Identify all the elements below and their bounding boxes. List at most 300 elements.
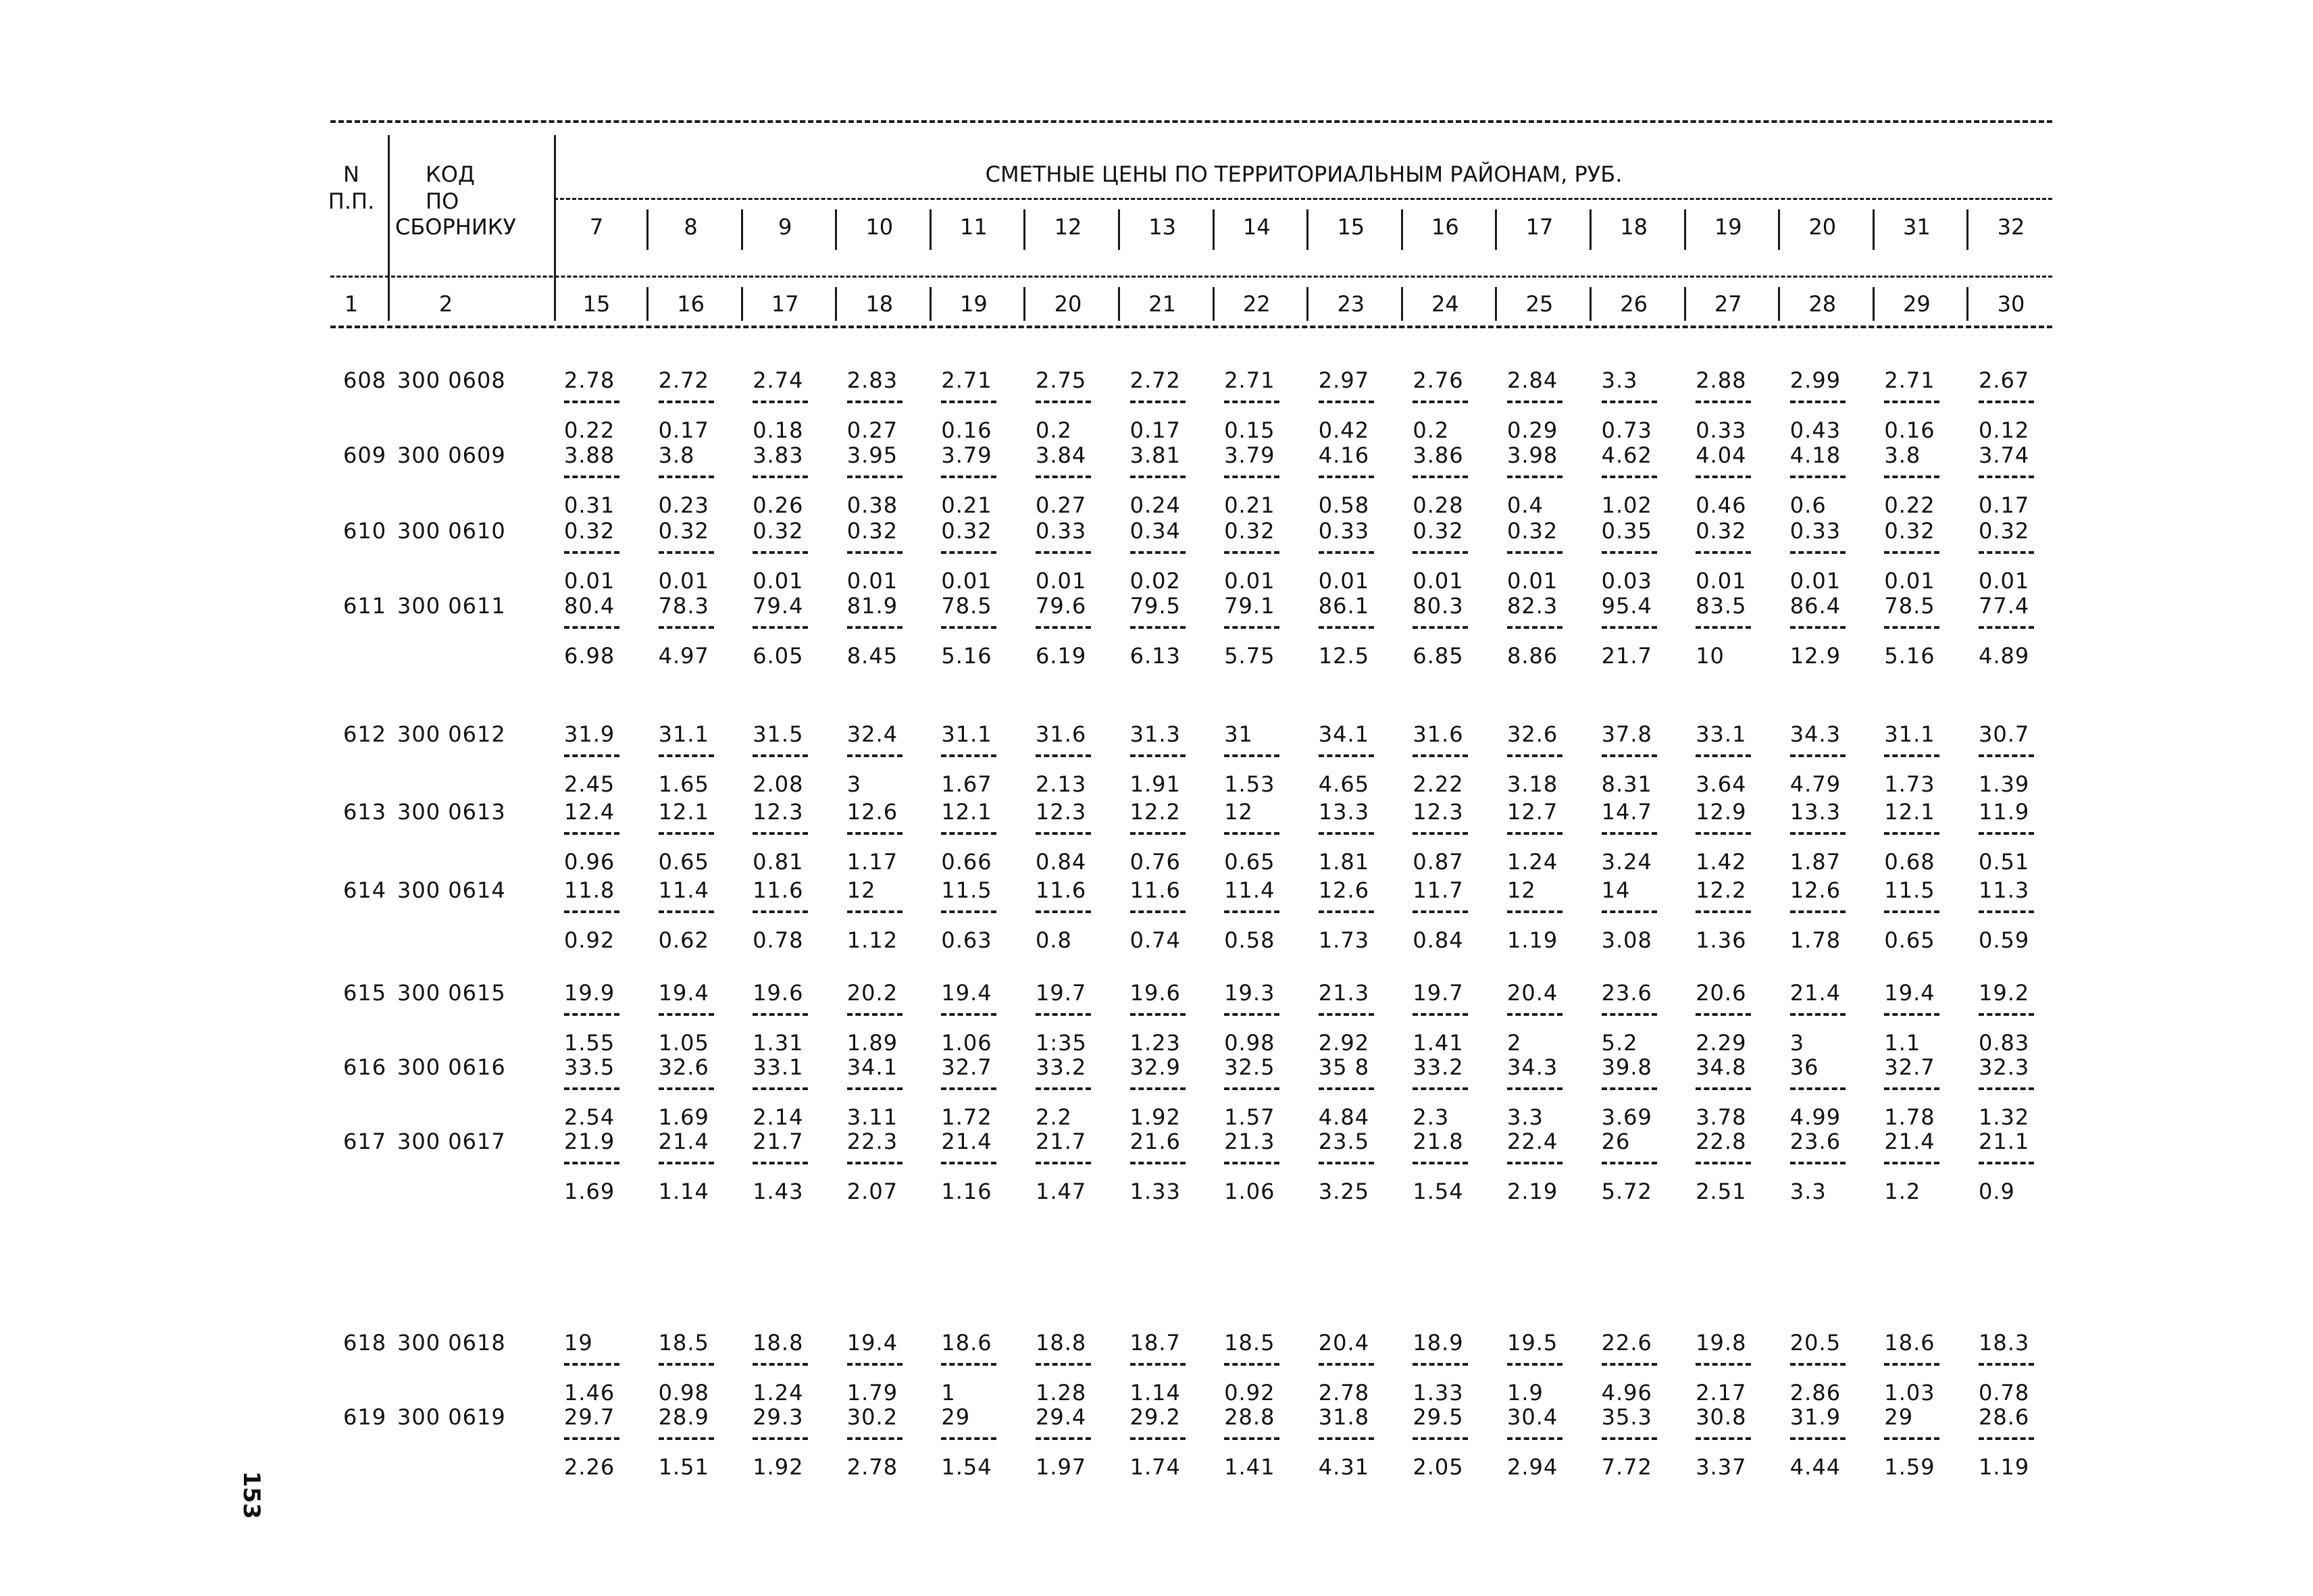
district-label: 15 — [1337, 214, 1365, 240]
price-value: 33.2 — [1413, 1054, 1464, 1080]
fraction-bar — [1224, 1013, 1279, 1016]
price-value: 19.3 — [1224, 980, 1275, 1006]
price-value: 18.9 — [1413, 1330, 1464, 1356]
price-value: 19.7 — [1413, 980, 1464, 1006]
fraction-bar — [1036, 910, 1091, 913]
price-value: 3.88 — [564, 442, 615, 468]
price-value: 31.6 — [1413, 721, 1464, 747]
wage-value: 1.81 — [1318, 849, 1370, 875]
price-value: 19.4 — [658, 980, 709, 1006]
column-divider — [741, 209, 743, 250]
price-value: 78.3 — [658, 593, 709, 619]
wage-value: 3 — [1789, 1030, 1805, 1056]
wage-value: 0.73 — [1601, 417, 1652, 443]
price-value: 19.6 — [1129, 980, 1181, 1006]
price-value: 32.9 — [1129, 1054, 1181, 1080]
fraction-bar — [1696, 832, 1751, 835]
price-value: 78.5 — [941, 593, 992, 619]
price-value: 3.95 — [846, 442, 898, 468]
col-n-label: N — [343, 161, 359, 187]
wage-value: 4.44 — [1789, 1454, 1841, 1480]
fraction-bar — [564, 551, 619, 554]
colnum-2: 2 — [438, 291, 453, 317]
fraction-bar — [1979, 1162, 2034, 1164]
fraction-bar — [1319, 832, 1374, 835]
price-value: 12 — [846, 877, 876, 903]
price-value: 30.7 — [1979, 721, 2030, 747]
wage-value: 0.18 — [753, 417, 804, 443]
wage-value: 1.28 — [1036, 1380, 1087, 1406]
price-value: 4.18 — [1789, 442, 1841, 468]
price-value: 32.7 — [1884, 1054, 1935, 1080]
fraction-bar — [941, 551, 996, 554]
colnum-label: 25 — [1525, 291, 1554, 317]
price-value: 11.3 — [1979, 877, 2030, 903]
price-value: 12.1 — [1884, 799, 1935, 825]
price-value: 21.4 — [941, 1129, 992, 1154]
price-value: 4.62 — [1601, 442, 1652, 468]
wage-value: 1.74 — [1129, 1454, 1181, 1480]
price-value: 4.04 — [1696, 442, 1747, 468]
fraction-bar — [753, 1013, 808, 1016]
price-value: 12 — [1507, 877, 1536, 903]
price-value: 19.4 — [846, 1330, 898, 1356]
wage-value: 3.64 — [1696, 771, 1747, 797]
column-divider — [1778, 287, 1780, 321]
wage-value: 3.69 — [1601, 1104, 1652, 1130]
column-divider — [1590, 287, 1592, 321]
fraction-bar — [1790, 1162, 1846, 1164]
fraction-bar — [1319, 401, 1374, 403]
wage-value: 0.21 — [1224, 492, 1275, 518]
fraction-bar — [1224, 1437, 1279, 1440]
fraction-bar — [1130, 1437, 1186, 1440]
price-value: 32.7 — [941, 1054, 992, 1080]
price-value: 32.6 — [658, 1054, 709, 1080]
price-value: 12.6 — [846, 799, 898, 825]
wage-value: 6.05 — [753, 643, 804, 669]
fraction-bar — [1884, 551, 1939, 554]
wage-value: 0.23 — [658, 492, 709, 518]
colnum-rule — [330, 276, 2052, 278]
wage-value: 0.31 — [564, 492, 615, 518]
wage-value: 1.72 — [941, 1104, 992, 1130]
price-value: 14 — [1601, 877, 1631, 903]
price-value: 34.1 — [846, 1054, 898, 1080]
row-number: 613 — [343, 799, 387, 825]
column-divider — [1213, 209, 1215, 250]
district-label: 32 — [1997, 214, 2025, 240]
fraction-bar — [1319, 754, 1374, 757]
fraction-bar — [1036, 401, 1091, 403]
fraction-bar — [753, 1087, 808, 1090]
wage-value: 21.7 — [1601, 643, 1652, 669]
row-code: 300 0619 — [397, 1404, 506, 1430]
price-value: 21.3 — [1224, 1129, 1275, 1154]
column-divider — [1118, 209, 1120, 250]
fraction-bar — [1036, 1162, 1091, 1164]
fraction-bar — [847, 401, 903, 403]
wage-value: 0.87 — [1413, 849, 1464, 875]
fraction-bar — [659, 626, 714, 629]
price-value: 21.9 — [564, 1129, 615, 1154]
fraction-bar — [1130, 1087, 1186, 1090]
fraction-bar — [1884, 1162, 1939, 1164]
fraction-bar — [1130, 754, 1186, 757]
wage-value: 4.99 — [1789, 1104, 1841, 1130]
wage-value: 1.9 — [1507, 1380, 1544, 1406]
price-value: 3.8 — [658, 442, 695, 468]
wage-value: 0.62 — [658, 927, 709, 953]
fraction-bar — [1507, 754, 1562, 757]
price-value: 18.3 — [1979, 1330, 2030, 1356]
fraction-bar — [1790, 551, 1846, 554]
wage-value: 5.72 — [1601, 1179, 1652, 1204]
wage-value: 1.51 — [658, 1454, 709, 1480]
price-value: 31.1 — [941, 721, 992, 747]
price-value: 80.4 — [564, 593, 615, 619]
price-value: 20.4 — [1318, 1330, 1370, 1356]
wage-value: 0.01 — [1224, 568, 1275, 594]
price-value: 3.98 — [1507, 442, 1558, 468]
wage-value: 0.74 — [1129, 927, 1181, 953]
fraction-bar — [1790, 401, 1846, 403]
fraction-bar — [1224, 910, 1279, 913]
fraction-bar — [753, 754, 808, 757]
price-value: 33.1 — [753, 1054, 804, 1080]
fraction-bar — [1696, 754, 1751, 757]
wage-value: 1.39 — [1979, 771, 2030, 797]
wage-value: 4.89 — [1979, 643, 2030, 669]
fraction-bar — [847, 1013, 903, 1016]
price-value: 11.9 — [1979, 799, 2030, 825]
col-kod-label: КОД — [426, 161, 475, 187]
price-value: 0.32 — [564, 518, 615, 544]
column-divider — [1873, 287, 1875, 321]
price-value: 22.8 — [1696, 1129, 1747, 1154]
price-value: 2.74 — [753, 367, 804, 393]
row-number: 608 — [343, 367, 387, 393]
fraction-bar — [564, 401, 619, 403]
price-value: 12.1 — [658, 799, 709, 825]
col-sborniku-label: СБОРНИКУ — [395, 214, 516, 240]
fraction-bar — [1036, 475, 1091, 478]
wage-value: 0.43 — [1789, 417, 1841, 443]
price-value: 86.4 — [1789, 593, 1841, 619]
price-value: 21.7 — [753, 1129, 804, 1154]
fraction-bar — [1696, 551, 1751, 554]
wage-value: 2.51 — [1696, 1179, 1747, 1204]
wage-value: 0.2 — [1413, 417, 1450, 443]
wage-value: 1.65 — [658, 771, 709, 797]
price-value: 31.8 — [1318, 1404, 1370, 1430]
wage-value: 1.41 — [1413, 1030, 1464, 1056]
wage-value: 0.92 — [1224, 1380, 1275, 1406]
price-value: 21.4 — [1884, 1129, 1935, 1154]
wage-value: 0.92 — [564, 927, 615, 953]
wage-value: 0.01 — [1696, 568, 1747, 594]
wage-value: 1.24 — [1507, 849, 1558, 875]
price-value: 29.5 — [1413, 1404, 1464, 1430]
price-value: 37.8 — [1601, 721, 1652, 747]
colnum-label: 20 — [1054, 291, 1082, 317]
fraction-bar — [847, 551, 903, 554]
wage-value: 1.87 — [1789, 849, 1841, 875]
price-value: 2.78 — [564, 367, 615, 393]
wage-value: 2.54 — [564, 1104, 615, 1130]
wage-value: 2.22 — [1413, 771, 1464, 797]
fraction-bar — [753, 1437, 808, 1440]
price-value: 33.5 — [564, 1054, 615, 1080]
wage-value: 10 — [1696, 643, 1725, 669]
wage-value: 0.38 — [846, 492, 898, 518]
price-value: 19.4 — [1884, 980, 1935, 1006]
district-label: 11 — [960, 214, 988, 240]
price-value: 4.16 — [1318, 442, 1370, 468]
price-value: 19 — [564, 1330, 593, 1356]
fraction-bar — [1507, 1363, 1562, 1366]
wage-value: 0.96 — [564, 849, 615, 875]
fraction-bar — [1979, 626, 2034, 629]
price-value: 12.4 — [564, 799, 615, 825]
fraction-bar — [1413, 475, 1468, 478]
price-value: 79.1 — [1224, 593, 1275, 619]
wage-value: 0.28 — [1413, 492, 1464, 518]
fraction-bar — [1979, 1437, 2034, 1440]
fraction-bar — [1979, 832, 2034, 835]
price-value: 86.1 — [1318, 593, 1370, 619]
wage-value: 2.14 — [753, 1104, 804, 1130]
fraction-bar — [847, 832, 903, 835]
wage-value: 1.57 — [1224, 1104, 1275, 1130]
wage-value: 0.21 — [941, 492, 992, 518]
colnum-label: 29 — [1903, 291, 1931, 317]
price-value: 82.3 — [1507, 593, 1558, 619]
wage-value: 4.84 — [1318, 1104, 1370, 1130]
fraction-bar — [1979, 1013, 2034, 1016]
price-value: 29.2 — [1129, 1404, 1181, 1430]
fraction-bar — [1036, 1437, 1091, 1440]
fraction-bar — [1979, 401, 2034, 403]
fraction-bar — [847, 1363, 903, 1366]
wage-value: 1.14 — [658, 1179, 709, 1204]
wage-value: 1.43 — [753, 1179, 804, 1204]
wage-value: 1.41 — [1224, 1454, 1275, 1480]
fraction-bar — [1602, 626, 1657, 629]
district-label: 12 — [1054, 214, 1082, 240]
fraction-bar — [1224, 832, 1279, 835]
price-value: 0.32 — [1884, 518, 1935, 544]
fraction-bar — [1507, 1162, 1562, 1164]
fraction-bar — [659, 1013, 714, 1016]
price-value: 22.6 — [1601, 1330, 1652, 1356]
fraction-bar — [1130, 1363, 1186, 1366]
wage-value: 0.51 — [1979, 849, 2030, 875]
wage-value: 0.65 — [1224, 849, 1275, 875]
price-value: 32.4 — [846, 721, 898, 747]
price-value: 19.4 — [941, 980, 992, 1006]
fraction-bar — [1130, 401, 1186, 403]
row-number: 614 — [343, 877, 387, 903]
wage-value: 0.27 — [846, 417, 898, 443]
colnum-label: 26 — [1620, 291, 1648, 317]
fraction-bar — [941, 1013, 996, 1016]
fraction-bar — [1224, 754, 1279, 757]
price-value: 0.32 — [941, 518, 992, 544]
fraction-bar — [1790, 910, 1846, 913]
price-value: 30.8 — [1696, 1404, 1747, 1430]
wage-value: 1.89 — [846, 1030, 898, 1056]
col-pp-label: П.П. — [328, 188, 375, 214]
fraction-bar — [1790, 754, 1846, 757]
column-divider — [1684, 287, 1686, 321]
wage-value: 0.33 — [1696, 417, 1747, 443]
wage-value: 1.59 — [1884, 1454, 1935, 1480]
wage-value: 1.19 — [1507, 927, 1558, 953]
price-value: 0.33 — [1318, 518, 1370, 544]
wage-value: 3.11 — [846, 1104, 898, 1130]
price-value: 32.6 — [1507, 721, 1558, 747]
wage-value: 2.17 — [1696, 1380, 1747, 1406]
colnum-label: 28 — [1808, 291, 1837, 317]
fraction-bar — [941, 1363, 996, 1366]
wage-value: 1.92 — [1129, 1104, 1181, 1130]
wage-value: 0.01 — [1036, 568, 1087, 594]
price-value: 30.2 — [846, 1404, 898, 1430]
fraction-bar — [1790, 1087, 1846, 1090]
wage-value: 1 — [941, 1380, 956, 1406]
fraction-bar — [1602, 910, 1657, 913]
wage-value: 1.12 — [846, 927, 898, 953]
price-value: 12.3 — [1036, 799, 1087, 825]
price-value: 2.84 — [1507, 367, 1558, 393]
price-value: 18.8 — [753, 1330, 804, 1356]
price-value: 11.5 — [941, 877, 992, 903]
fraction-bar — [1602, 401, 1657, 403]
fraction-bar — [847, 1087, 903, 1090]
price-value: 12.2 — [1696, 877, 1747, 903]
wage-value: 0.81 — [753, 849, 804, 875]
price-value: 21.4 — [658, 1129, 709, 1154]
price-value: 22.3 — [846, 1129, 898, 1154]
colnum-label: 27 — [1714, 291, 1742, 317]
header-bottom-rule — [330, 326, 2052, 328]
price-value: 20.4 — [1507, 980, 1558, 1006]
column-divider — [930, 209, 932, 250]
column-divider — [1023, 287, 1025, 321]
column-divider — [1966, 287, 1968, 321]
wage-value: 0.01 — [753, 568, 804, 594]
fraction-bar — [847, 626, 903, 629]
fraction-bar — [1507, 551, 1562, 554]
fraction-bar — [1319, 910, 1374, 913]
wage-value: 0.9 — [1979, 1179, 2015, 1204]
column-divider — [1401, 287, 1403, 321]
fraction-bar — [1130, 1162, 1186, 1164]
fraction-bar — [1413, 754, 1468, 757]
fraction-bar — [1413, 1013, 1468, 1016]
wage-value: 1.1 — [1884, 1030, 1921, 1056]
price-value: 81.9 — [846, 593, 898, 619]
fraction-bar — [1602, 832, 1657, 835]
district-label: 13 — [1148, 214, 1176, 240]
price-value: 21.3 — [1318, 980, 1370, 1006]
column-divider — [1590, 209, 1592, 250]
row-code: 300 0614 — [397, 877, 506, 903]
price-value: 79.4 — [753, 593, 804, 619]
fraction-bar — [659, 1087, 714, 1090]
price-value: 31 — [1224, 721, 1253, 747]
fraction-bar — [1036, 626, 1091, 629]
column-divider — [1684, 209, 1686, 250]
district-label: 8 — [684, 214, 698, 240]
row-code: 300 0616 — [397, 1054, 506, 1080]
fraction-bar — [1696, 1437, 1751, 1440]
district-rule — [554, 198, 2052, 200]
colnum-label: 18 — [865, 291, 894, 317]
wage-value: 5.75 — [1224, 643, 1275, 669]
wage-value: 2.3 — [1413, 1104, 1450, 1130]
price-value: 39.8 — [1601, 1054, 1652, 1080]
price-value: 18.6 — [941, 1330, 992, 1356]
fraction-bar — [1036, 551, 1091, 554]
wage-value: 1.54 — [941, 1454, 992, 1480]
wage-value: 0.6 — [1789, 492, 1827, 518]
price-value: 34.1 — [1318, 721, 1370, 747]
wage-value: 3.37 — [1696, 1454, 1747, 1480]
column-divider — [1401, 209, 1403, 250]
fraction-bar — [1884, 832, 1939, 835]
page-number: 153 — [238, 1471, 265, 1519]
wage-value: 1.53 — [1224, 771, 1275, 797]
price-value: 21.4 — [1789, 980, 1841, 1006]
price-value: 95.4 — [1601, 593, 1652, 619]
column-divider — [835, 209, 837, 250]
district-label: 10 — [865, 214, 894, 240]
district-label: 18 — [1620, 214, 1648, 240]
wage-value: 0.78 — [753, 927, 804, 953]
price-value: 2.71 — [941, 367, 992, 393]
wage-value: 8.86 — [1507, 643, 1558, 669]
fraction-bar — [564, 1363, 619, 1366]
colnum-label: 16 — [677, 291, 705, 317]
column-divider — [1873, 209, 1875, 250]
header-divider — [554, 135, 556, 321]
fraction-bar — [1696, 1087, 1751, 1090]
fraction-bar — [847, 754, 903, 757]
price-value: 21.7 — [1036, 1129, 1087, 1154]
price-value: 31.6 — [1036, 721, 1087, 747]
top-rule — [330, 120, 2052, 123]
fraction-bar — [941, 626, 996, 629]
price-value: 12.2 — [1129, 799, 1181, 825]
wage-value: 1.06 — [1224, 1179, 1275, 1204]
district-label: 19 — [1714, 214, 1742, 240]
wage-value: 0.01 — [941, 568, 992, 594]
fraction-bar — [564, 475, 619, 478]
price-value: 28.9 — [658, 1404, 709, 1430]
price-value: 23.6 — [1789, 1129, 1841, 1154]
wage-value: 1.73 — [1318, 927, 1370, 953]
wage-value: 0.01 — [564, 568, 615, 594]
fraction-bar — [1602, 1087, 1657, 1090]
price-value: 21.8 — [1413, 1129, 1464, 1154]
price-value: 0.34 — [1129, 518, 1181, 544]
fraction-bar — [1507, 1437, 1562, 1440]
column-divider — [1966, 209, 1968, 250]
price-value: 11.6 — [1036, 877, 1087, 903]
fraction-bar — [1790, 475, 1846, 478]
